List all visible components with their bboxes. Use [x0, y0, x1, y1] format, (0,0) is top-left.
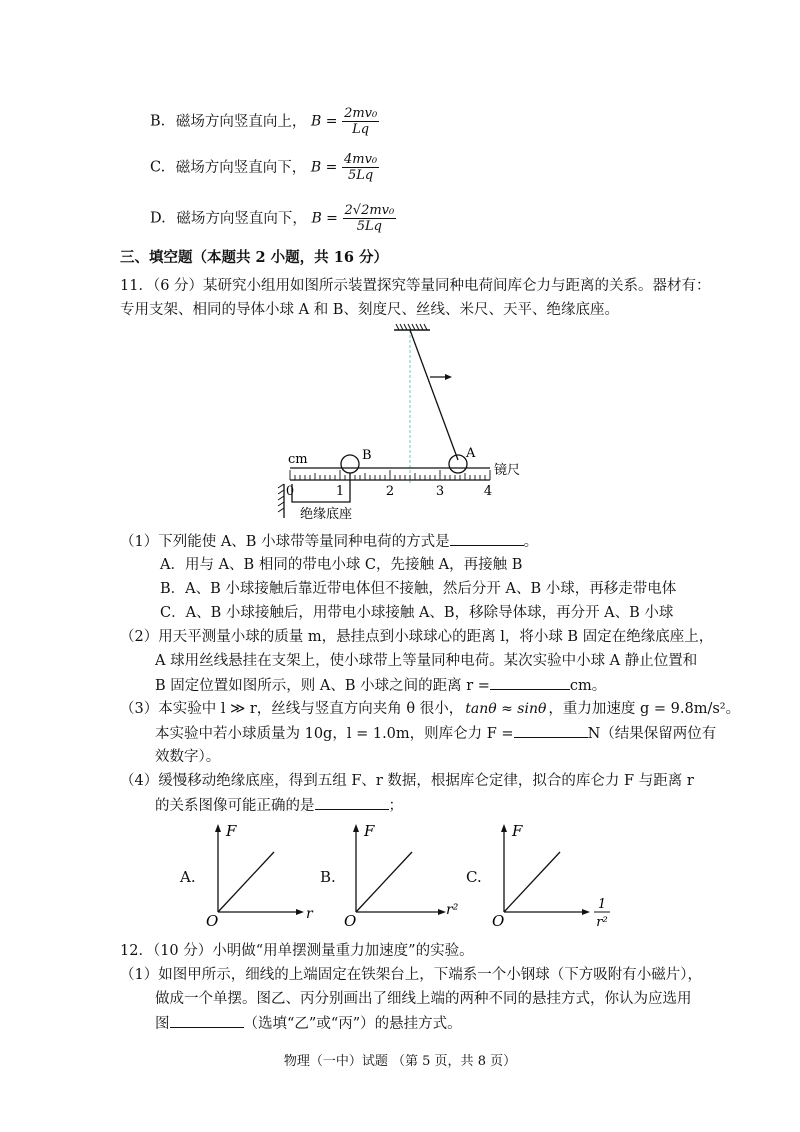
graph-b — [338, 818, 468, 928]
q11-line2: 专用支架、相同的导体小球 A 和 B、刻度尺、丝线、米尺、天平、绝缘底座。 — [120, 302, 619, 318]
graph-b-label: B. — [320, 868, 336, 886]
q11-p4-line2 — [155, 795, 403, 816]
q11-p1-option-b: B．A、B 小球接触后靠近带电体但不接触，然后分开 A、B 小球，再移走带电体 — [160, 581, 677, 597]
option-c-den: 5Lq — [347, 168, 374, 183]
ball-b — [341, 455, 359, 473]
ruler-ticks — [290, 470, 490, 480]
tick-label-4: 4 — [483, 484, 493, 499]
graph-c — [486, 818, 626, 928]
graph-a-y-arrow — [215, 824, 221, 832]
page-footer: 物理（一中）试题 （第 5 页，共 8 页） — [283, 1054, 517, 1069]
base-label: 绝缘底座 — [300, 507, 353, 522]
q11-p2-line1: （2）用天平测量小球的质量 m，悬挂点到小球球心的距离 l，将小球 B 固定在绝缘底座上， — [120, 629, 714, 645]
q11-p2-line2: A 球用丝线悬挂在支架上，使小球带上等量同种电荷。某次实验中小球 A 静止位置和 — [155, 653, 698, 669]
ceiling-support — [394, 324, 430, 330]
q11-p3-line1 — [120, 699, 740, 719]
ruler-unit: cm — [288, 452, 308, 467]
graph-a-label: A. — [180, 868, 196, 886]
graph-c-origin: O — [492, 912, 505, 928]
option-d-eq-prefix: B = — [311, 210, 338, 227]
graph-a — [200, 818, 320, 928]
ball-a — [449, 455, 467, 473]
graph-c-label: C. — [466, 868, 482, 886]
option-d-text: 磁场方向竖直向下， — [176, 210, 307, 227]
graph-b-origin: O — [344, 912, 357, 928]
q11-p1-stem-end: 。 — [523, 534, 539, 550]
option-d-num: 2√2mv₀ — [344, 203, 395, 218]
q11-line1: 11．（6 分）某研究小组用如图所示装置探究等量同种电荷间库仑力与距离的关系。器材有： — [120, 278, 711, 294]
graph-b-x-arrow — [438, 909, 446, 915]
q11-p3-line1a: （3）本实验中 l ≫ r，丝线与竖直方向夹角 θ 很小， — [120, 701, 464, 717]
q11-p4-line2b: ； — [388, 798, 403, 814]
q11-p4-line1: （4）缓慢移动绝缘底座，得到五组 F、r 数据，根据库仑定律，拟合的库仑力 F 与距离 r — [120, 773, 694, 789]
option-b-num: 2mv₀ — [344, 106, 378, 121]
q11-p3-line2 — [155, 723, 716, 744]
q12-line4 — [155, 1013, 462, 1034]
graph-b-y-label: F — [364, 822, 375, 840]
graph-c-x-arrow — [582, 909, 590, 915]
option-d-fraction — [343, 203, 397, 234]
q12-line2: （1）如图甲所示，细线的上端固定在铁架台上，下端系一个小钢球（下方吸附有小磁片）， — [120, 967, 702, 983]
option-b-text: 磁场方向竖直向上， — [175, 113, 307, 130]
option-c-text: 磁场方向竖直向下， — [175, 159, 307, 176]
option-c-num: 4mv₀ — [343, 152, 378, 167]
graph-b-y-arrow — [353, 824, 359, 832]
option-c-fraction — [342, 152, 379, 183]
option-b — [150, 106, 379, 137]
option-c — [150, 152, 379, 183]
q12-line3: 做成一个单摆。图乙、丙分别画出了细线上端的两种不同的悬挂方式，你认为应选用 — [155, 991, 692, 1007]
q11-p2-line3-unit: cm。 — [569, 678, 607, 694]
graph-a-origin: O — [206, 912, 219, 928]
section-title: 三、填空题（本题共 2 小题，共 16 分） — [120, 249, 388, 266]
tick-label-3: 3 — [435, 484, 445, 499]
graph-c-x-den: r² — [596, 915, 608, 928]
graph-c-y-label: F — [512, 822, 523, 840]
force-arrow — [430, 374, 452, 380]
q11-p3-line2a: 本实验中若小球质量为 10g，l = 1.0m，则库仑力 F = — [155, 726, 514, 742]
option-d-label: D. — [150, 210, 166, 227]
mirror-ruler — [290, 468, 490, 480]
q11-p3-line1c: ，重力加速度 g = 9.8m/s²。 — [548, 701, 741, 717]
ruler-label: 镜尺 — [494, 463, 521, 478]
option-b-eq-prefix: B = — [310, 113, 338, 130]
q11-p1-stem-text: （1）下列能使 A、B 小球带等量同种电荷的方式是 — [120, 534, 450, 550]
option-b-fraction — [342, 106, 379, 137]
option-b-den: Lq — [352, 122, 370, 137]
option-c-eq-prefix: B = — [310, 159, 338, 176]
graph-a-line — [218, 852, 274, 912]
graph-c-line — [504, 852, 560, 912]
option-d — [150, 203, 396, 234]
q11-apparatus-figure — [270, 322, 530, 522]
option-d-den: 5Lq — [356, 219, 382, 234]
q12-answer-blank[interactable] — [170, 1013, 244, 1028]
graph-c-x-num: 1 — [597, 897, 607, 912]
q11-p4-answer-blank[interactable] — [315, 795, 389, 810]
q11-p2-line3 — [155, 675, 606, 696]
q11-p1-answer-blank[interactable] — [450, 531, 524, 546]
q11-p2-answer-blank[interactable] — [490, 675, 570, 690]
graph-c-y-arrow — [501, 824, 507, 832]
graph-a-x-label: r — [306, 906, 313, 922]
q11-p3-line2b: N（结果保留两位有 — [587, 726, 717, 742]
q12-line1: 12．（10 分）小明做“用单摆测量重力加速度”的实验。 — [120, 943, 474, 959]
silk-thread — [410, 330, 458, 460]
q11-p3-line3: 效数字）。 — [155, 749, 221, 765]
q12-line4b: （选填“乙”或“丙”）的悬挂方式。 — [243, 1016, 462, 1032]
graph-b-line — [356, 852, 412, 912]
tick-label-2: 2 — [385, 484, 395, 499]
q11-p1-stem — [120, 531, 538, 552]
tick-label-1: 1 — [335, 484, 345, 499]
q12-line4a: 图 — [155, 1016, 170, 1032]
q11-p2-line3-text: B 固定位置如图所示，则 A、B 小球之间的距离 r = — [155, 678, 490, 694]
option-c-label: C. — [150, 159, 166, 176]
graph-a-y-label: F — [226, 822, 237, 840]
option-b-label: B. — [150, 113, 166, 130]
q11-p1-option-a: A．用与 A、B 相同的带电小球 C，先接触 A，再接触 B — [160, 557, 523, 573]
q11-p3-answer-blank[interactable] — [514, 723, 588, 738]
q11-p1-option-c: C．A、B 小球接触后，用带电小球接触 A、B，移除导体球，再分开 A、B 小球 — [160, 605, 674, 621]
q11-p4-line2a: 的关系图像可能正确的是 — [155, 798, 315, 814]
graph-a-x-arrow — [296, 909, 304, 915]
ball-b-label: B — [362, 448, 372, 463]
graph-b-x-label: r² — [446, 902, 459, 918]
q11-p3-approx: tanθ ≈ sinθ — [465, 701, 547, 717]
tick-label-0: 0 — [285, 484, 295, 499]
ball-a-label: A — [466, 446, 476, 461]
